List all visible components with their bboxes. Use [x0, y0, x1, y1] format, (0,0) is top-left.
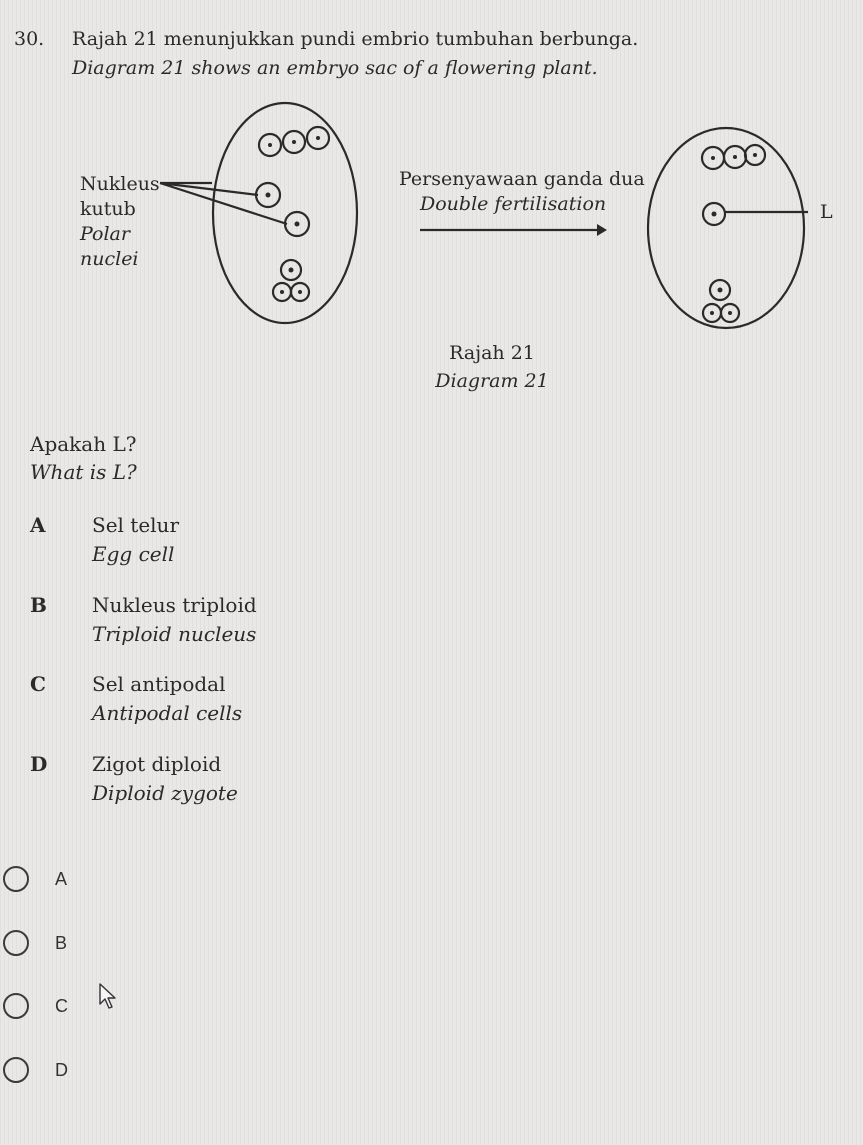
radio-button[interactable]: [3, 930, 29, 956]
answer-choice-label: B: [55, 932, 68, 953]
mouse-cursor-icon: [98, 982, 120, 1012]
answer-choice-c[interactable]: [0, 993, 68, 1019]
prompt-english: What is L?: [30, 460, 137, 484]
prompt-malay: Apakah L?: [30, 432, 137, 456]
pointer-line: [160, 183, 258, 195]
answer-choice-label: A: [55, 868, 68, 889]
option-letter: C: [30, 672, 46, 696]
question-text-malay: Rajah 21 menunjukkan pundi embrio tumbuhan berbunga.: [72, 28, 639, 50]
arrow-head: [597, 224, 607, 236]
radio-button[interactable]: [3, 1057, 29, 1083]
radio-button[interactable]: [3, 866, 29, 892]
option-text-malay: Nukleus triploid: [92, 593, 257, 617]
option-letter: A: [30, 513, 46, 537]
option-text-english: Triploid nucleus: [92, 622, 257, 646]
option-text-english: Diploid zygote: [92, 781, 238, 805]
arrow-label-english: Double fertilisation: [420, 193, 607, 215]
option-text-english: Egg cell: [92, 542, 175, 566]
answer-choice-d[interactable]: [0, 1057, 68, 1083]
option-text-malay: Sel antipodal: [92, 672, 226, 696]
option-letter: B: [30, 593, 47, 617]
caption-english: Diagram 21: [435, 370, 549, 392]
option-text-malay: Zigot diploid: [92, 752, 222, 776]
option-text-malay: Sel telur: [92, 513, 180, 537]
question-text-english: Diagram 21 shows an embryo sac of a flowering plant.: [72, 57, 598, 79]
answer-choice-label: D: [55, 1059, 68, 1080]
polar-nuclei-label-ms-1: Nukleus: [80, 173, 160, 195]
arrow-label-malay: Persenyawaan ganda dua: [399, 168, 645, 190]
option-text-english: Antipodal cells: [92, 701, 243, 725]
polar-nuclei-label-en-1: Polar: [80, 223, 130, 245]
question-number: 30.: [14, 28, 45, 50]
answer-choice-b[interactable]: [0, 930, 67, 956]
pointer-line: [160, 183, 287, 224]
option-letter: D: [30, 752, 48, 776]
polar-nuclei-label-en-2: nuclei: [80, 248, 139, 270]
label-L: L: [820, 201, 833, 223]
answer-choice-a[interactable]: [0, 866, 67, 892]
answer-choice-label: C: [55, 995, 68, 1016]
radio-button[interactable]: [3, 993, 29, 1019]
caption-malay: Rajah 21: [449, 342, 535, 364]
polar-nuclei-label-ms-2: kutub: [80, 198, 136, 220]
